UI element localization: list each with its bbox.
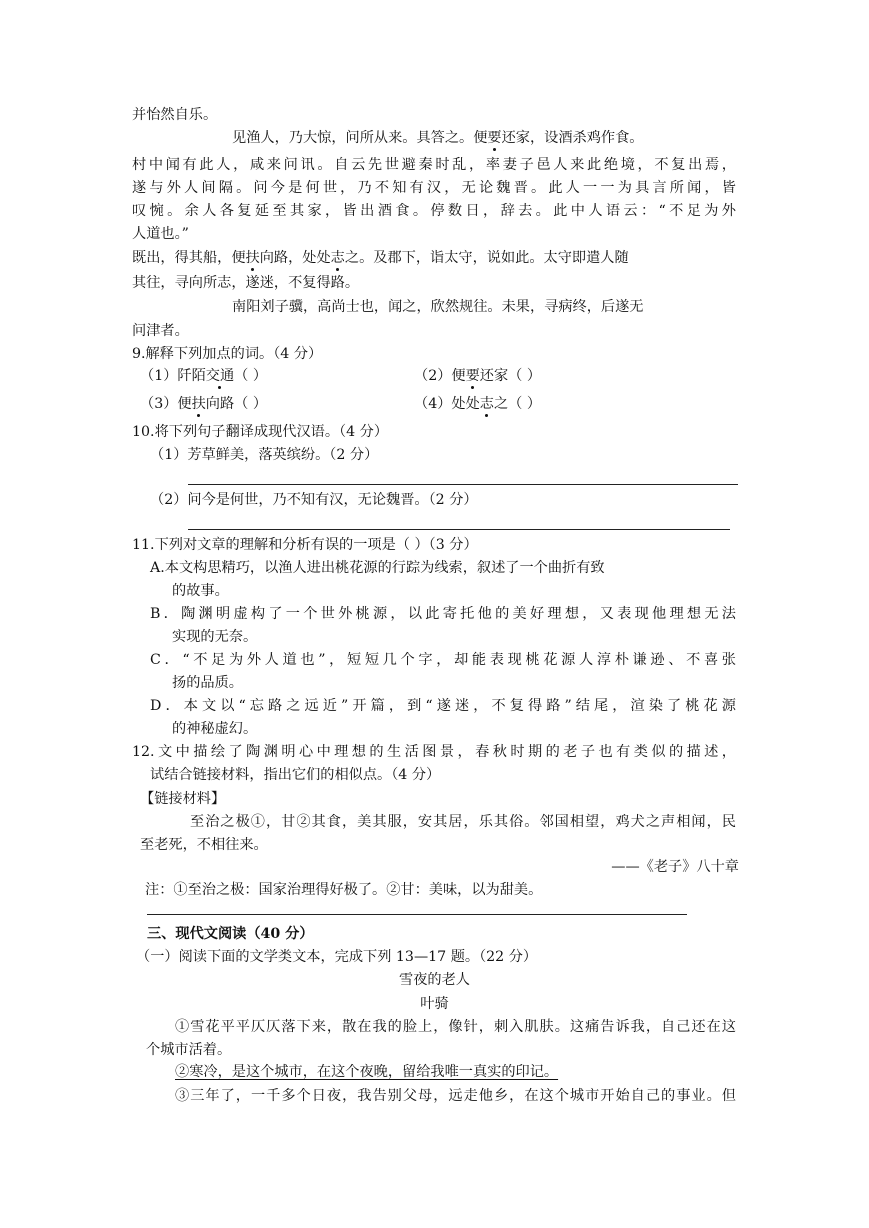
option-d-cont: 的神秘虚幻。 — [172, 721, 258, 737]
question-9-stem: 9.解释下列加点的词。（4 分） — [132, 346, 323, 362]
option-a: A.本文构思精巧，以渔人进出桃花源的行踪为线索，叙述了一个曲折有致 — [150, 560, 605, 576]
question-12-stem-cont: 试结合链接材料，指出它们的相似点。（4 分） — [150, 767, 441, 783]
passage-line — [232, 128, 643, 148]
link-material-text: 至治之极①，甘②其食，美其服，安其居，乐其俗。邻国相望，鸡犬之声相闻，民 — [190, 814, 736, 830]
question-11-stem: 11.下列对文章的理解和分析有误的一项是（ ）（3 分） — [132, 537, 478, 553]
section-subtitle: （一）阅读下面的文学类文本，完成下列 13—17 题。（22 分） — [136, 949, 538, 965]
passage-line: 遂与外人间隔。问今是何世，乃不知有汉，无论魏晋。此人一一为具言所闻，皆 — [132, 180, 736, 196]
text: 之（ ） — [493, 396, 542, 412]
question-10-stem: 10.将下列句子翻译成现代汉语。（4 分） — [132, 424, 389, 440]
section-title: 三、现代文阅读（40 分） — [147, 926, 314, 942]
q10-sentence-1: （1）芳草鲜美，落英缤纷。（2 分） — [150, 447, 379, 463]
option-b-cont: 实现的无奈。 — [172, 629, 258, 645]
dotted-word: 志 — [479, 396, 494, 412]
text: （4）处处 — [414, 396, 480, 412]
passage-line: 其往，寻向所志，遂迷，不复得路。 — [132, 275, 360, 291]
story-paragraph-underlined: ②寒冷，是这个城市，在这个夜晚，留给我唯一真实的印记。 — [175, 1064, 559, 1080]
section-divider — [147, 914, 687, 915]
q10-sentence-2: （2）问今是何世，乃不知有汉，无论魏晋。（2 分） — [150, 492, 478, 508]
passage-line: 叹惋。余人各复延至其家，皆出酒食。停数日，辞去。此中人语云：“不足为外 — [132, 203, 736, 219]
option-d: D．本文以“忘路之远近”开篇，到“遂迷，不复得路”结尾，渲染了桃花源 — [150, 698, 736, 714]
text: （ ） — [234, 368, 268, 384]
passage-line: 南阳刘子骥，高尚士也，闻之，欣然规往。未果，寻病终，后遂无 — [232, 299, 644, 315]
answer-line — [188, 529, 730, 530]
dotted-word: 交通 — [205, 368, 235, 384]
text: 既出，得其船，便 — [132, 250, 246, 266]
material-note: 注：①至治之极：国家治理得好极了。②甘：美味，以为甜美。 — [145, 882, 543, 898]
q9-item-2 — [414, 366, 541, 386]
link-material-title: 【链接材料】 — [140, 791, 226, 807]
passage-line: 人道也。” — [132, 226, 189, 242]
dotted-word: 要 — [487, 130, 502, 146]
story-paragraph: ③三年了，一千多个日夜，我告别父母，远走他乡，在这个城市开始自己的事业。但 — [175, 1088, 736, 1104]
text: 见渔人，乃大惊，问所从来。具答之。便 — [232, 130, 488, 146]
story-author: 叶骑 — [420, 996, 449, 1012]
dotted-word: 扶 — [191, 396, 206, 412]
passage-line: 村中闻有此人，咸来问讯。自云先世避秦时乱，率妻子邑人来此绝境，不复出焉， — [132, 157, 736, 173]
text: （2）便 — [414, 368, 466, 384]
passage-line: 问津者。 — [132, 323, 189, 339]
text: 还家，设酒杀鸡作食。 — [501, 130, 644, 146]
option-c: C．“不足为外人道也”，短短几个字，却能表现桃花源人淳朴谦逊、不喜张 — [150, 652, 736, 668]
text: （1）阡陌 — [140, 368, 206, 384]
link-material-text: 至老死，不相往来。 — [140, 837, 268, 853]
story-paragraph: ①雪花平平仄仄落下来，散在我的脸上，像针，刺入肌肤。这痛告诉我，自己还在这 — [175, 1019, 736, 1035]
story-paragraph-cont: 个城市活着。 — [146, 1042, 232, 1058]
material-source: ——《老子》八十章 — [611, 859, 739, 875]
question-12-stem: 12.文中描绘了陶渊明心中理想的生活图景，春秋时期的老子也有类似的描述， — [132, 744, 736, 760]
text: 之。及郡下，诣太守，说如此。太守即遣人随 — [344, 250, 629, 266]
q9-item-1 — [140, 366, 267, 386]
dotted-word: 扶 — [245, 250, 260, 266]
text: 还家（ ） — [479, 368, 542, 384]
dotted-word: 要 — [465, 368, 480, 384]
passage-line: 并怡然自乐。 — [132, 107, 218, 123]
option-c-cont: 扬的品质。 — [172, 675, 243, 691]
text: （3）便 — [140, 396, 192, 412]
text: 向路，处处 — [259, 250, 331, 266]
text: 向路（ ） — [205, 396, 268, 412]
option-a-cont: 的故事。 — [172, 583, 229, 599]
answer-line — [188, 484, 738, 485]
q9-item-4 — [414, 394, 541, 414]
dotted-word: 志 — [330, 250, 345, 266]
q9-item-3 — [140, 394, 267, 414]
passage-line — [132, 248, 629, 268]
story-title: 雪夜的老人 — [399, 972, 470, 988]
option-b: B．陶渊明虚构了一个世外桃源，以此寄托他的美好理想，又表现他理想无法 — [150, 606, 736, 622]
